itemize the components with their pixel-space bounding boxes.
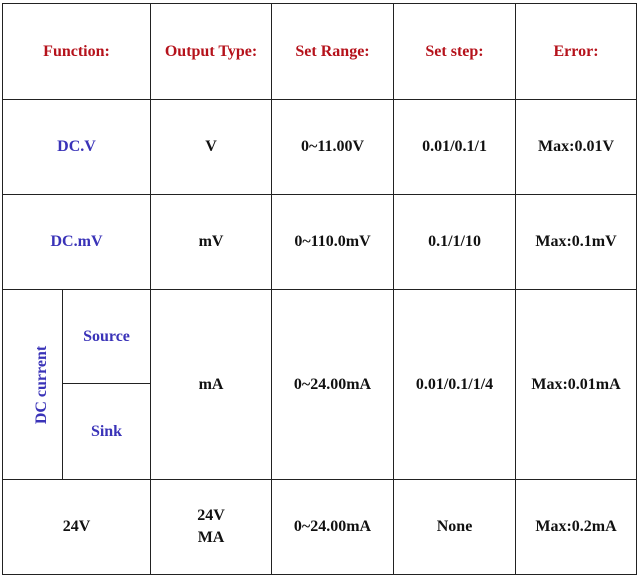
set-range-cell: 0~24.00mA bbox=[272, 290, 394, 480]
header-error: Error: bbox=[516, 4, 637, 100]
table-row bbox=[3, 480, 637, 575]
function-dc-current bbox=[3, 290, 63, 480]
error-cell: Max:0.1mV bbox=[516, 195, 637, 290]
dc-current-label: DC current bbox=[33, 345, 51, 424]
table-row bbox=[3, 100, 637, 195]
set-range-cell: 0~24.00mA bbox=[272, 480, 394, 575]
table-row bbox=[3, 290, 637, 384]
set-step-cell: 0.01/0.1/1/4 bbox=[394, 290, 516, 480]
error-cell: Max:0.01mA bbox=[516, 290, 637, 480]
function-dcv: DC.V bbox=[3, 100, 151, 195]
error-cell: Max:0.2mA bbox=[516, 480, 637, 575]
set-step-cell: 0.01/0.1/1 bbox=[394, 100, 516, 195]
function-24v: 24V bbox=[3, 480, 151, 575]
set-range-cell: 0~110.0mV bbox=[272, 195, 394, 290]
sub-function-sink: Sink bbox=[63, 384, 151, 480]
sub-function-source: Source bbox=[63, 290, 151, 384]
header-set-step: Set step: bbox=[394, 4, 516, 100]
output-type-cell bbox=[151, 480, 272, 575]
header-function: Function: bbox=[3, 4, 151, 100]
output-type-line-2: MA bbox=[197, 529, 225, 546]
spec-table bbox=[2, 3, 637, 575]
output-type-line-1: 24V bbox=[197, 507, 225, 524]
table-row bbox=[3, 195, 637, 290]
set-step-cell: 0.1/1/10 bbox=[394, 195, 516, 290]
header-output-type: Output Type: bbox=[151, 4, 272, 100]
output-type-cell: mV bbox=[151, 195, 272, 290]
set-step-cell: None bbox=[394, 480, 516, 575]
error-cell: Max:0.01V bbox=[516, 100, 637, 195]
header-row bbox=[3, 4, 637, 100]
output-type-cell: V bbox=[151, 100, 272, 195]
set-range-cell: 0~11.00V bbox=[272, 100, 394, 195]
function-dcmv: DC.mV bbox=[3, 195, 151, 290]
output-type-cell: mA bbox=[151, 290, 272, 480]
header-set-range: Set Range: bbox=[272, 4, 394, 100]
